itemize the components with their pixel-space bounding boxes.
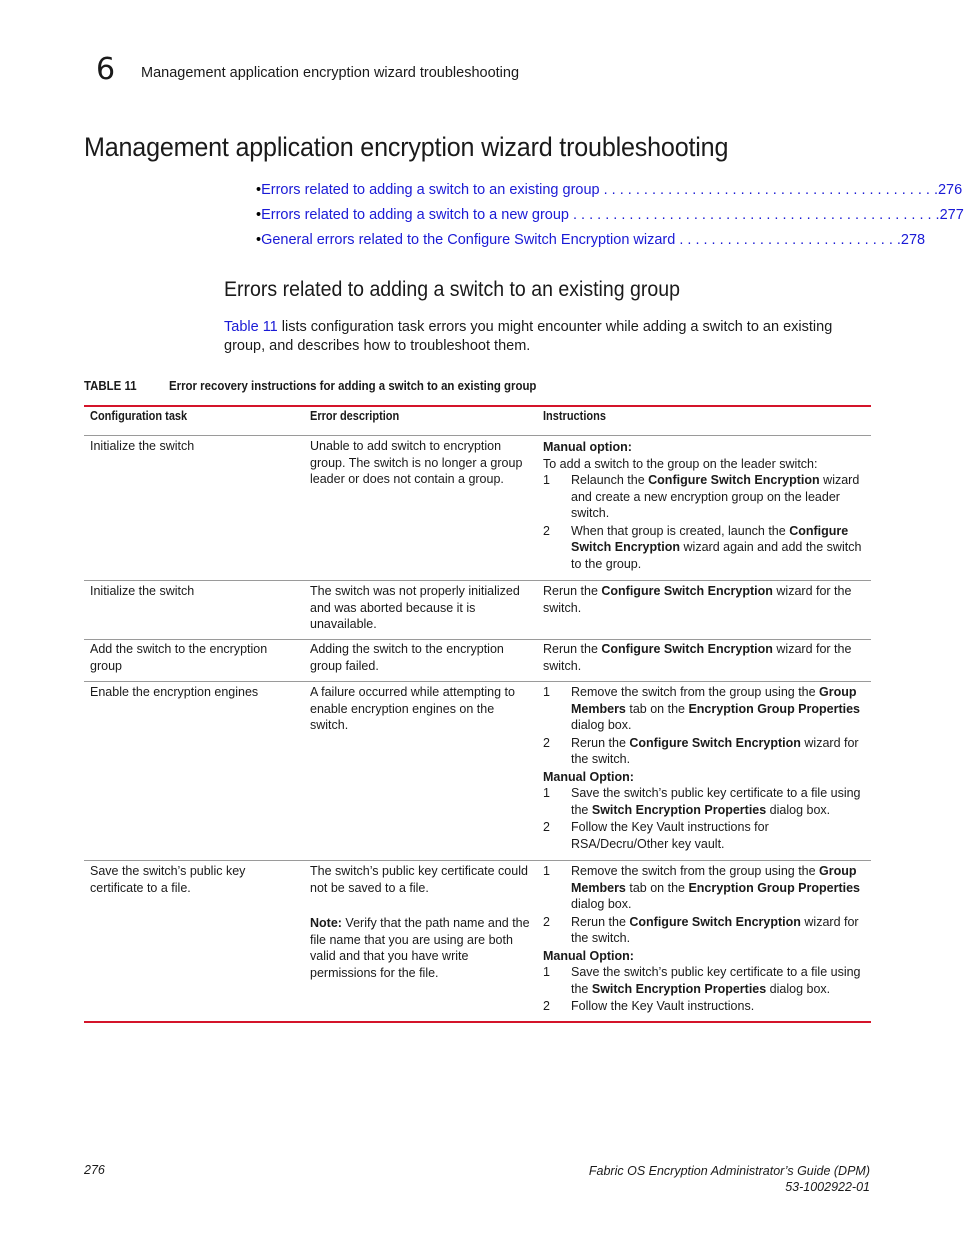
toc-entry-new-group[interactable] [256,207,964,223]
toc-page-link[interactable]: 278 [900,232,926,248]
column-header-task: Configuration task [90,409,188,423]
task-cell: Add the switch to the encryption group [90,642,268,673]
task-cell: Enable the encryption engines [90,685,259,699]
instruction-lead: To add a switch to the group on the leader switch: [543,456,818,471]
table-bottom-rule [84,1021,871,1023]
instruction-step: 1 Remove the switch from the group using the Group Members tab on the Encryption Group Properties dialog box. [543,685,861,732]
toc-entry-existing-group[interactable] [256,182,963,198]
bullet: • [256,232,262,248]
instruction-step: 2 Follow the Key Vault instructions. [543,999,755,1013]
toc-page-link[interactable]: 276 [937,182,963,198]
task-cell: Initialize the switch [90,439,195,453]
toc-entry-general-errors[interactable] [256,232,926,248]
instructions-cell [543,863,867,1015]
column-header-instructions: Instructions [543,409,606,423]
instructions-cell: Rerun the Configure Switch Encryption wizard for the switch. [543,584,852,615]
instructions-cell [543,439,867,572]
toc-link-text[interactable]: Errors related to adding a switch to an existing group [261,182,600,198]
toc-leader-dots: . . . . . . . . . . . . . . . . . . . . . . . . . . . . . . . . . . . . . . . . . . . . . . [572,207,940,223]
instructions-cell [543,684,867,852]
instruction-step: 1 Save the switch’s public key certificate to a file using the Switch Encryption Properties dialog box. [543,786,861,817]
table-reference-link[interactable]: Table 11 [224,319,278,335]
error-text: The switch’s public key certificate could not be saved to a file. [310,864,528,895]
note: Note: Verify that the path name and the file name that you are using are both valid and that you have write permissions for the file. [310,916,530,980]
instruction-step: 2 Follow the Key Vault instructions for RSA/Decru/Other key vault. [543,820,769,851]
instruction-step: 1 Remove the switch from the group using the Group Members tab on the Encryption Group Properties dialog box. [543,864,861,911]
intro-paragraph [224,318,864,356]
column-header-error: Error description [310,409,400,423]
toc-link-text[interactable]: Errors related to adding a switch to a new group [261,207,569,223]
manual-option-label: Manual option: [543,440,632,454]
footer-doc-number: 53-1002922-01 [785,1180,870,1194]
task-cell: Save the switch’s public key certificate to a file. [90,864,246,895]
error-cell: Adding the switch to the encryption group failed. [310,642,504,673]
row-divider [84,860,871,861]
intro-text: lists configuration task errors you might encounter while adding a switch to an existing group, and describes how to troubleshoot them. [224,319,833,354]
error-cell [310,863,532,981]
footer-page-number: 276 [84,1163,105,1177]
task-cell: Initialize the switch [90,584,195,598]
footer-doc-info [589,1163,870,1195]
footer-doc-title: Fabric OS Encryption Administrator’s Guide (DPM) [588,1164,870,1178]
instruction-step: 2 Rerun the Configure Switch Encryption wizard for the switch. [543,735,859,766]
table-caption: Error recovery instructions for adding a switch to an existing group [169,378,537,393]
bullet: • [256,182,262,198]
running-header: Management application encryption wizard troubleshooting [141,65,520,81]
instruction-step: 1 Relaunch the Configure Switch Encryption wizard and create a new encryption group on the leader switch. [543,473,860,520]
instruction-step: 2 When that group is created, launch the Configure Switch Encryption wizard again and add the switch to the group. [543,523,862,571]
row-divider [84,580,871,581]
manual-option-label: Manual Option: [543,769,634,784]
error-cell: Unable to add switch to encryption group. The switch is no longer a group leader or does not contain a group. [310,439,523,486]
error-cell: The switch was not properly initialized and was aborted because it is unavailable. [310,584,520,631]
toc-leader-dots: . . . . . . . . . . . . . . . . . . . . . . . . . . . . [679,232,901,248]
error-cell: A failure occurred while attempting to enable encryption engines on the switch. [310,685,515,732]
row-divider [84,435,871,436]
toc-page-link[interactable]: 277 [939,207,964,223]
table-top-rule [84,405,871,407]
row-divider [84,681,871,682]
section-heading: Errors related to adding a switch to an existing group [224,278,680,301]
instructions-cell: Rerun the Configure Switch Encryption wizard for the switch. [543,642,852,673]
manual-option-label: Manual Option: [543,948,634,963]
bullet: • [256,207,262,223]
chapter-number: 6 [96,52,116,87]
table-label: TABLE 11 [84,378,137,393]
page-title: Management application encryption wizard troubleshooting [84,132,729,162]
instruction-step: 1 Save the switch’s public key certificate to a file using the Switch Encryption Properties dialog box. [543,965,861,996]
row-divider [84,639,871,640]
instruction-step: 2 Rerun the Configure Switch Encryption wizard for the switch. [543,914,859,945]
note-label: Note: [310,916,342,930]
toc-link-text[interactable]: General errors related to the Configure Switch Encryption wizard [261,232,676,248]
toc-leader-dots: . . . . . . . . . . . . . . . . . . . . . . . . . . . . . . . . . . . . . . . . . . [603,182,938,198]
